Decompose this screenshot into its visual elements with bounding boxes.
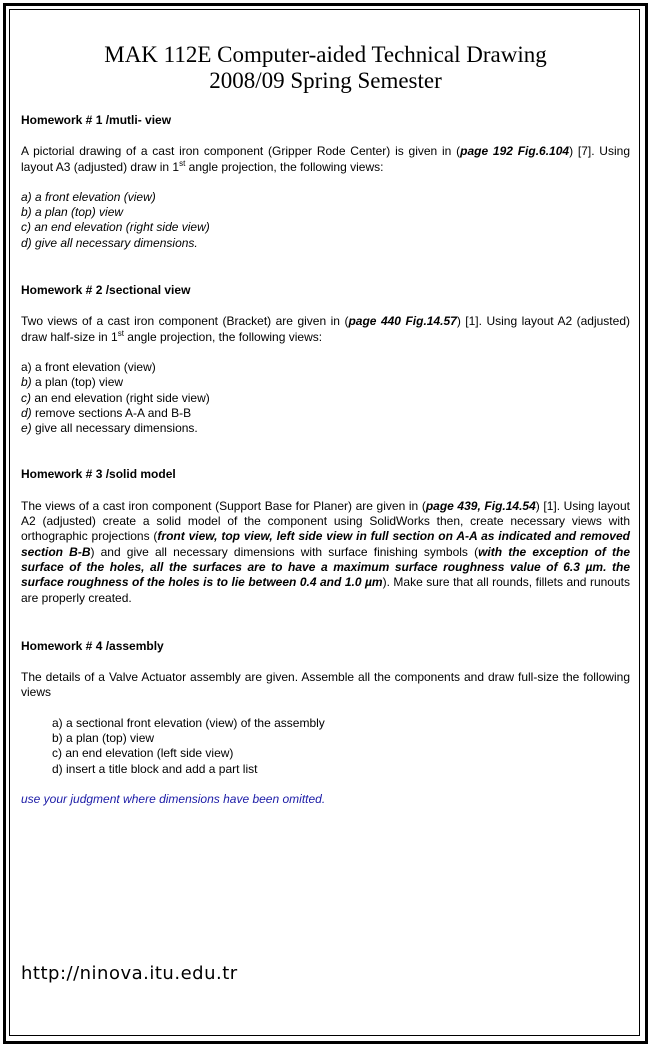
list-item: c) an end elevation (right side view) bbox=[21, 390, 210, 405]
hw1-intro-c: angle projection, the following views: bbox=[185, 159, 384, 174]
page-title bbox=[21, 42, 630, 94]
title-line-2: 2008/09 Spring Semester bbox=[209, 68, 442, 93]
hw3-exception: with the exception of the surface of the holes, all the surfaces are to have a maximum surface roughness value of 6.3 µm. the surface roughness of the holes is to lie between 0.4 and 1.0 µm bbox=[21, 544, 630, 590]
list-item: b) a plan (top) view bbox=[21, 205, 124, 220]
hw4-intro: The details of a Valve Actuator assembly are given. Assemble all the components and draw full-size the following views bbox=[21, 670, 630, 700]
hw2-intro bbox=[21, 314, 630, 345]
hw4-heading: Homework # 4 /assembly bbox=[21, 638, 164, 653]
hw1-heading: Homework # 1 /mutli- view bbox=[21, 113, 172, 127]
list-item: c) an end elevation (right side view) bbox=[21, 220, 210, 235]
hw1-intro-ref: page 192 Fig.6.104 bbox=[460, 144, 570, 159]
list-item: b) a plan (top) view bbox=[21, 375, 124, 390]
hw2-list bbox=[21, 360, 630, 436]
hw2-heading: Homework # 2 /sectional view bbox=[21, 283, 191, 298]
hw1-intro-sup: st bbox=[179, 158, 186, 168]
hw3-paragraph: The views of a cast iron component (Support Base for Planer) are given in (page 439, Fig.14.54) [1]. Using layout A2 (adjusted) create a solid model of the component using SolidWorks then, create necessary views with orthographic projections (front view, top view, left side view in full section on A-A as indicated and removed section B-B) and give all necessary dimensions with surface finishing symbols (with the exception of the surface of the holes, all the surfaces are to have a maximum surface roughness value of 6.3 µm. the surface roughness of the holes is to lie between 0.4 and 1.0 µm). Make sure that all rounds, fillets and runouts are properly created. bbox=[21, 498, 630, 605]
hw1-intro-a: A pictorial drawing of a cast iron component (Gripper Rode Center) is given in ( bbox=[21, 144, 461, 159]
hw1-intro bbox=[21, 144, 630, 175]
list-item: d) remove sections A-A and B-B bbox=[21, 405, 192, 420]
list-item: e) give all necessary dimensions. bbox=[21, 421, 198, 436]
hw2-intro-b: ) [1]. Using layout A2 (adjusted) draw half-size in 1 bbox=[21, 314, 630, 344]
list-item: d) insert a title block and add a part list bbox=[52, 761, 258, 776]
hw4-list bbox=[21, 716, 630, 777]
hw1-list bbox=[21, 190, 630, 251]
hw2-intro-sup: st bbox=[117, 328, 124, 338]
footer-url[interactable]: http://ninova.itu.edu.tr bbox=[21, 963, 238, 984]
hw3-views: front view, top view, left side view in full section on A-A as indicated and removed section B-B bbox=[21, 529, 630, 559]
title-line-1: MAK 112E Computer-aided Technical Drawing bbox=[104, 42, 547, 67]
list-item: d) give all necessary dimensions. bbox=[21, 235, 198, 250]
hw3-ref: page 439, Fig.14.54 bbox=[425, 498, 536, 513]
list-item: a) a front elevation (view) bbox=[21, 359, 156, 374]
dimension-note: use your judgment where dimensions have been omitted. bbox=[21, 791, 326, 806]
hw1-intro-b: ) [7]. Using layout A3 (adjusted) draw in 1 bbox=[21, 144, 630, 174]
list-item: a) a front elevation (view) bbox=[21, 189, 156, 204]
list-item: b) a plan (top) view bbox=[52, 731, 155, 746]
list-item: c) an end elevation (left side view) bbox=[52, 746, 234, 761]
hw3-heading: Homework # 3 /solid model bbox=[21, 467, 176, 482]
hw2-intro-a: Two views of a cast iron component (Bracket) are given in ( bbox=[21, 314, 349, 329]
hw2-intro-ref: page 440 Fig.14.57 bbox=[348, 314, 457, 329]
hw2-intro-c: angle projection, the following views: bbox=[123, 329, 323, 344]
list-item: a) a sectional front elevation (view) of the assembly bbox=[52, 715, 325, 730]
document-page bbox=[21, 42, 630, 807]
